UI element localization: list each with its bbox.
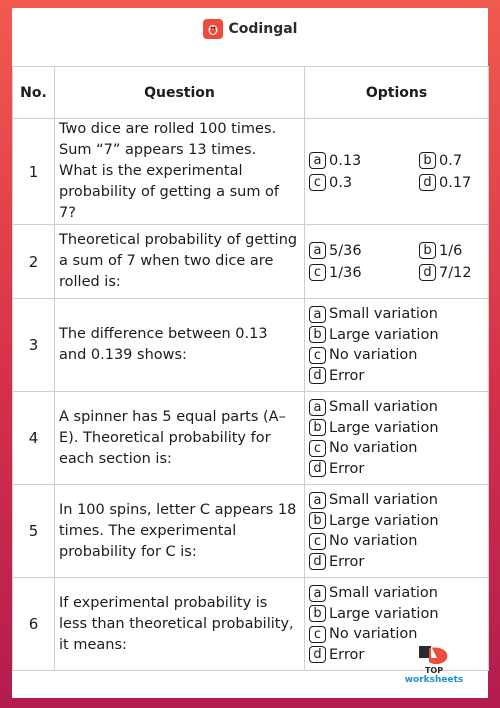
option-letter-badge: c — [309, 626, 326, 643]
option-d[interactable] — [309, 366, 484, 387]
option-a[interactable] — [309, 304, 484, 325]
option-text: Small variation — [329, 585, 438, 602]
table-row — [13, 225, 489, 299]
question-text: Theoretical probability of getting a sum of 7 when two dice are rolled is: — [55, 225, 305, 299]
option-text: Small variation — [329, 492, 438, 509]
table-row — [13, 392, 489, 485]
option-text: No variation — [329, 440, 418, 457]
option-letter-badge: a — [309, 399, 326, 416]
option-b[interactable] — [419, 240, 499, 261]
option-a[interactable] — [309, 150, 419, 171]
options-cell — [305, 299, 489, 392]
option-text: 5/36 — [329, 242, 362, 259]
option-d[interactable] — [309, 552, 484, 573]
option-letter-badge: d — [309, 553, 326, 570]
footer-text-top: TOP — [424, 666, 444, 675]
option-text: Error — [329, 460, 365, 477]
options-cell — [305, 485, 489, 578]
option-letter-badge: c — [309, 174, 326, 191]
option-a[interactable] — [309, 397, 484, 418]
table-header-row — [13, 67, 489, 119]
option-text: Small variation — [329, 306, 438, 323]
option-c[interactable] — [309, 172, 419, 193]
question-table — [12, 66, 489, 671]
option-c[interactable] — [309, 345, 484, 366]
row-number: 2 — [13, 225, 55, 299]
option-text: 0.13 — [329, 152, 362, 169]
option-letter-badge: a — [309, 492, 326, 509]
top-worksheets-logo-icon — [417, 644, 451, 666]
option-c[interactable] — [309, 624, 484, 645]
option-text: Large variation — [329, 605, 439, 622]
options-cell — [305, 225, 489, 299]
option-b[interactable] — [309, 511, 484, 532]
options-cell — [305, 578, 489, 671]
option-text: Error — [329, 553, 365, 570]
option-letter-badge: c — [309, 533, 326, 550]
option-letter-badge: a — [309, 152, 326, 169]
option-b[interactable] — [309, 604, 484, 625]
option-letter-badge: b — [419, 242, 436, 259]
option-a[interactable] — [309, 240, 419, 261]
option-text: 1/6 — [439, 242, 463, 259]
option-letter-badge: b — [309, 419, 326, 436]
brand-name: Codingal — [228, 21, 298, 37]
option-letter-badge: d — [309, 460, 326, 477]
option-text: Error — [329, 646, 365, 663]
question-text: A spinner has 5 equal parts (A–E). Theoretical probability for each section is: — [55, 392, 305, 485]
option-b[interactable] — [309, 418, 484, 439]
codingal-logo-icon — [203, 19, 223, 39]
option-d[interactable] — [419, 262, 499, 283]
row-number: 3 — [13, 299, 55, 392]
option-text: Small variation — [329, 399, 438, 416]
option-a[interactable] — [309, 490, 484, 511]
header-question: Question — [55, 67, 305, 119]
option-letter-badge: c — [309, 264, 326, 281]
row-number: 1 — [13, 119, 55, 225]
option-letter-badge: d — [309, 367, 326, 384]
header-no: No. — [13, 67, 55, 119]
option-text: No variation — [329, 533, 418, 550]
question-text: Two dice are rolled 100 times. Sum “7” appears 13 times. What is the experimental probability of getting a sum of 7? — [55, 119, 305, 225]
option-letter-badge: b — [309, 605, 326, 622]
row-number: 4 — [13, 392, 55, 485]
question-text: The difference between 0.13 and 0.139 shows: — [55, 299, 305, 392]
brand-header — [12, 16, 488, 42]
row-number: 6 — [13, 578, 55, 671]
option-c[interactable] — [309, 531, 484, 552]
option-c[interactable] — [309, 438, 484, 459]
table-row — [13, 299, 489, 392]
option-letter-badge: d — [309, 646, 326, 663]
footer-text-worksheets: worksheets — [404, 675, 464, 685]
option-letter-badge: c — [309, 347, 326, 364]
option-letter-badge: c — [309, 440, 326, 457]
row-number: 5 — [13, 485, 55, 578]
options-cell — [305, 119, 489, 225]
option-text: No variation — [329, 626, 418, 643]
option-text: Large variation — [329, 512, 439, 529]
question-text: In 100 spins, letter C appears 18 times. The experimental probability for C is: — [55, 485, 305, 578]
option-letter-badge: d — [419, 174, 436, 191]
option-text: 0.3 — [329, 174, 353, 191]
option-letter-badge: a — [309, 242, 326, 259]
option-letter-badge: a — [309, 306, 326, 323]
options-cell — [305, 392, 489, 485]
option-letter-badge: b — [309, 512, 326, 529]
option-d[interactable] — [309, 459, 484, 480]
option-text: Error — [329, 367, 365, 384]
option-b[interactable] — [309, 325, 484, 346]
worksheet-sheet — [12, 8, 488, 698]
option-c[interactable] — [309, 262, 419, 283]
option-letter-badge: a — [309, 585, 326, 602]
option-text: Large variation — [329, 326, 439, 343]
table-row — [13, 485, 489, 578]
option-text: No variation — [329, 347, 418, 364]
option-letter-badge: b — [309, 326, 326, 343]
option-text: Large variation — [329, 419, 439, 436]
table-row — [13, 119, 489, 225]
option-text: 0.7 — [439, 152, 463, 169]
option-b[interactable] — [419, 150, 499, 171]
option-d[interactable] — [419, 172, 499, 193]
header-options: Options — [305, 67, 489, 119]
option-a[interactable] — [309, 583, 484, 604]
option-letter-badge: b — [419, 152, 436, 169]
question-text: If experimental probability is less than theoretical probability, it means: — [55, 578, 305, 671]
option-letter-badge: d — [419, 264, 436, 281]
option-text: 0.17 — [439, 174, 472, 191]
top-worksheets-logo — [404, 644, 464, 688]
option-text: 1/36 — [329, 264, 362, 281]
option-text: 7/12 — [439, 264, 472, 281]
